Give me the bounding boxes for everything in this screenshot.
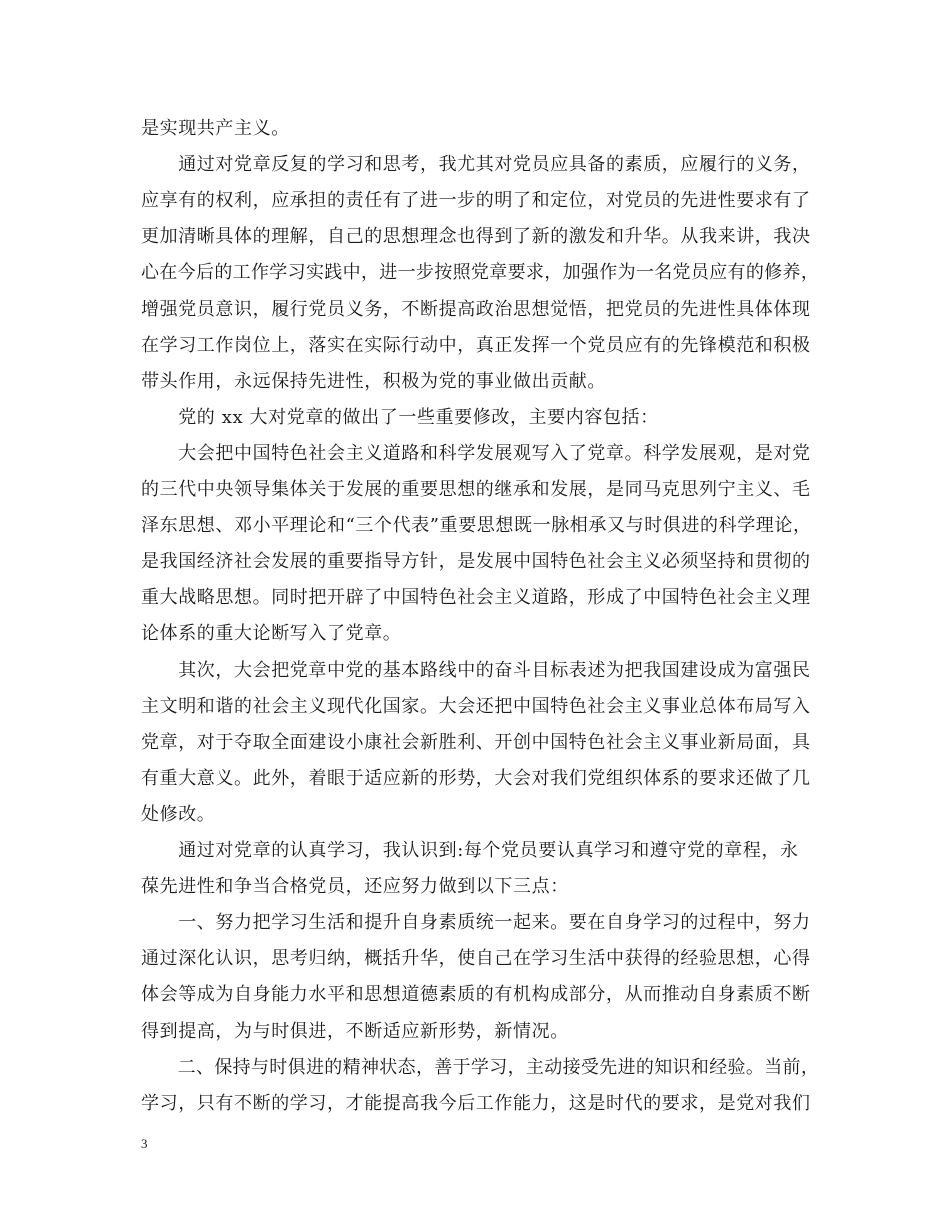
- text-line: 处修改。: [141, 804, 216, 825]
- text-line: 重大战略思想。同时把开辟了中国特色社会主义道路，形成了中国特色社会主义理: [141, 587, 811, 608]
- text-line: 通过对党章反复的学习和思考，我尤其对党员应具备的素质，应履行的义务，: [141, 154, 811, 175]
- text-line: 泽东思想、邓小平理论和“三个代表”重要思想既一脉相承又与时俱进的科学理论，: [141, 515, 812, 536]
- text-line: 葆先进性和争当合格党员，还应努力做到以下三点：: [141, 876, 569, 897]
- text-line: 增强党员意识，履行党员义务，不断提高政治思想觉悟，把党员的先进性具体体现: [141, 299, 811, 320]
- text-line: 是实现共产主义。: [141, 118, 290, 139]
- text-line: 有重大意义。此外，着眼于适应新的形势，大会对我们党组织体系的要求还做了几: [141, 768, 811, 789]
- text-line: 学习，只有不断的学习，才能提高我今后工作能力，这是时代的要求，是党对我们: [141, 1093, 811, 1114]
- text-line: 更加清晰具体的理解，自己的思想理念也得到了新的激发和升华。从我来讲，我决: [141, 226, 811, 247]
- text-line: 二、保持与时俱进的精神状态，善于学习，主动接受先进的知识和经验。当前，: [141, 1057, 820, 1078]
- text-line: 一、努力把学习生活和提升自身素质统一起来。要在自身学习的过程中，努力: [141, 912, 811, 933]
- text-line: 心在今后的工作学习实践中，进一步按照党章要求，加强作为一名党员应有的修养，: [141, 262, 820, 283]
- text-line: 主文明和谐的社会主义现代化国家。大会还把中国特色社会主义事业总体布局写入: [141, 696, 811, 717]
- text-line: 体会等成为自身能力水平和思想道德素质的有机构成部分，从而推动自身素质不断: [141, 984, 811, 1005]
- text-line: 是我国经济社会发展的重要指导方针，是发展中国特色社会主义必须坚持和贯彻的: [141, 551, 811, 572]
- text-line: 在学习工作岗位上，落实在实际行动中，真正发挥一个党员应有的先锋模范和积极: [141, 335, 811, 356]
- text-line: 论体系的重大论断写入了党章。: [141, 623, 402, 644]
- text-line: 党章，对于夺取全面建设小康社会新胜利、开创中国特色社会主义事业新局面，具: [141, 732, 811, 753]
- text-line: 党的 xx 大对党章的做出了一些重要修改，主要内容包括：: [141, 407, 659, 428]
- text-line: 的三代中央领导集体关于发展的重要思想的继承和发展，是同马克思列宁主义、毛: [141, 479, 811, 500]
- text-line: 通过深化认识，思考归纳，概括升华，使自己在学习生活中获得的经验思想，心得: [141, 948, 811, 969]
- text-line: 应享有的权利，应承担的责任有了进一步的明了和定位，对党员的先进性要求有了: [141, 190, 811, 211]
- page-number: 3: [141, 1136, 148, 1151]
- text-line: 得到提高，为与时俱进，不断适应新形势，新情况。: [141, 1021, 569, 1042]
- text-line: 带头作用，永远保持先进性，积极为党的事业做出贡献。: [141, 371, 606, 392]
- text-line: 其次，大会把党章中党的基本路线中的奋斗目标表述为把我国建设成为富强民: [141, 660, 811, 681]
- text-line: 通过对党章的认真学习，我认识到:每个党员要认真学习和遵守党的章程，永: [141, 840, 799, 861]
- text-line: 大会把中国特色社会主义道路和科学发展观写入了党章。科学发展观，是对党: [141, 443, 811, 464]
